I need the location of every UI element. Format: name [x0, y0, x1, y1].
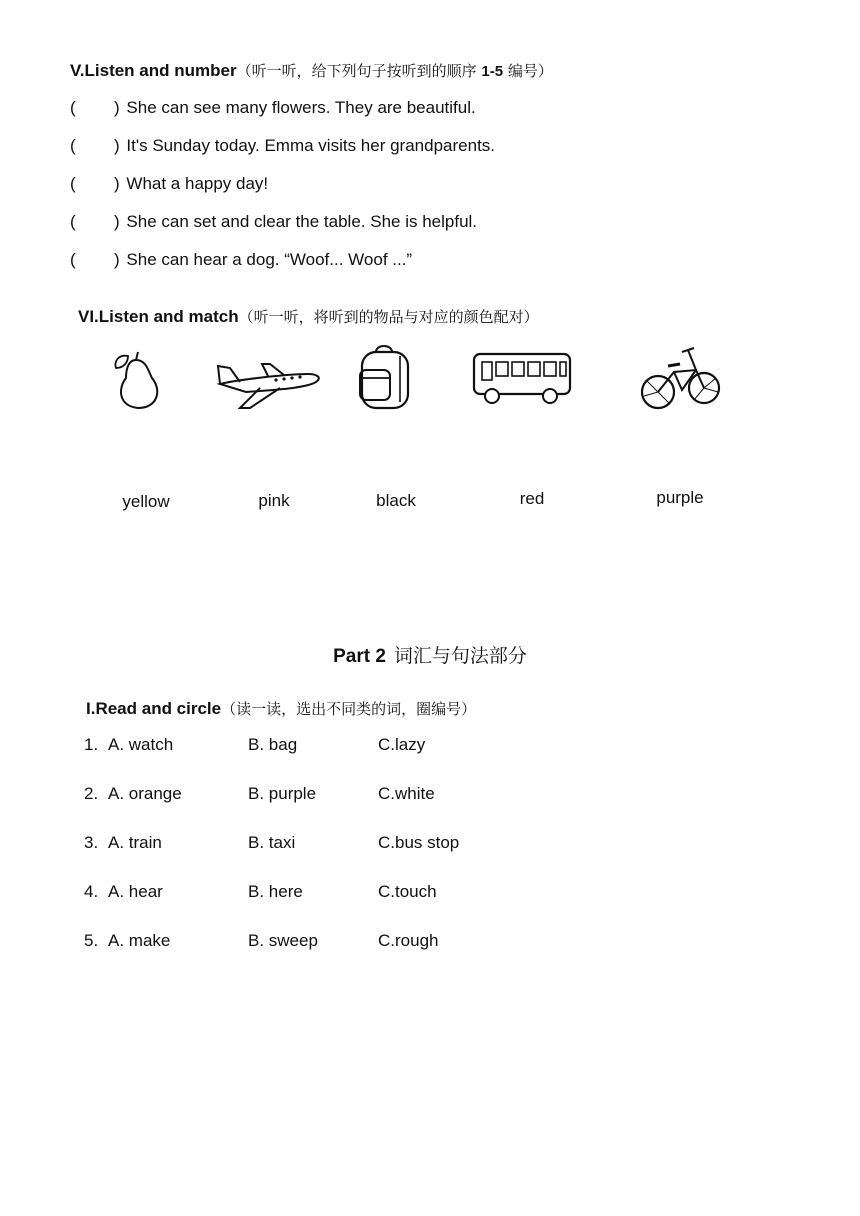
color-label: red — [519, 489, 545, 508]
section-1-instruction: （读一读，选出不同类的词，圈编号） — [221, 700, 477, 718]
color-label: yellow — [122, 492, 170, 511]
color-label: pink — [258, 491, 290, 510]
answer-blank[interactable]: ( — [70, 136, 76, 155]
option-b[interactable]: B. bag — [248, 735, 298, 754]
answer-blank[interactable]: ( — [70, 98, 76, 117]
sentence-5: ( ) She can hear a dog. “Woof... Woof ...” — [70, 250, 413, 269]
section-5-heading — [70, 60, 553, 81]
sentence-4: ( ) She can set and clear the table. She is helpful. — [70, 212, 478, 231]
answer-blank[interactable]: ( — [70, 174, 76, 193]
section-5-title: V.Listen and number — [70, 61, 237, 80]
color-label: black — [376, 491, 416, 510]
airplane-icon[interactable] — [216, 356, 324, 412]
option-a[interactable]: A. train — [108, 833, 162, 852]
section-6-title: VI.Listen and match — [78, 307, 239, 326]
section-6-instruction: （听一听，将听到的物品与对应的颜色配对） — [238, 308, 539, 326]
section-6-heading — [78, 306, 539, 327]
section-1-heading — [86, 698, 476, 719]
answer-blank[interactable]: ( — [70, 250, 76, 269]
option-c[interactable]: C.touch — [378, 882, 437, 901]
section-5-instruction: （听一听，给下列句子按听到的顺序 1-5 编号） — [236, 62, 553, 80]
option-c[interactable]: C.bus stop — [378, 833, 460, 852]
sentence-2: ( ) It's Sunday today. Emma visits her grandparents. — [70, 136, 496, 155]
option-c[interactable]: C.white — [378, 784, 435, 803]
option-b[interactable]: B. sweep — [248, 931, 318, 950]
option-b[interactable]: B. purple — [248, 784, 317, 803]
bus-icon[interactable] — [470, 350, 576, 408]
sentence-3: ( ) What a happy day! — [70, 174, 269, 193]
option-b[interactable]: B. taxi — [248, 833, 296, 852]
color-label: purple — [656, 488, 704, 507]
answer-blank[interactable]: ( — [70, 212, 76, 231]
option-b[interactable]: B. here — [248, 882, 303, 901]
pear-icon[interactable] — [106, 348, 170, 414]
backpack-icon[interactable] — [352, 340, 416, 412]
option-a[interactable]: A. make — [108, 931, 171, 950]
option-c[interactable]: C.lazy — [378, 735, 426, 754]
part-2-title: Part 2 词汇与句法部分 — [333, 645, 527, 667]
option-a[interactable]: A. orange — [108, 784, 182, 803]
option-a[interactable]: A. hear — [108, 882, 163, 901]
option-a[interactable]: A. watch — [108, 735, 174, 754]
sentence-1: ( ) She can see many flowers. They are beautiful. — [70, 98, 476, 117]
worksheet-page: V.Listen and number（听一听，给下列句子按听到的顺序 1-5 编号） ( ) She can see many flowers. They are beautiful. ( ) It's Sunday today. Emma visits her grandparents. ( ) What a happy day! ( ) She can set and clear the table. She is helpful. ( ) She can hear a dog. “Woof... Woof ...” VI.Listen and match（听一听，将听到的物品与对应的颜色配对） yellow pink black red purple Part 2 词汇与句法部分 I.Read and circle（读一读，选出不同类的词，圈编号） 1. A. watch B. bag C.lazy 2. A. orange B. purple C.white 3. A. train B. taxi C.bus stop 4. A. hear B. here C.touch 5. A. make B. sweep C.rough — [0, 0, 860, 1216]
section-1-title: I.Read and circle — [86, 699, 222, 718]
bicycle-icon[interactable] — [638, 342, 724, 416]
option-c[interactable]: C.rough — [378, 931, 439, 950]
